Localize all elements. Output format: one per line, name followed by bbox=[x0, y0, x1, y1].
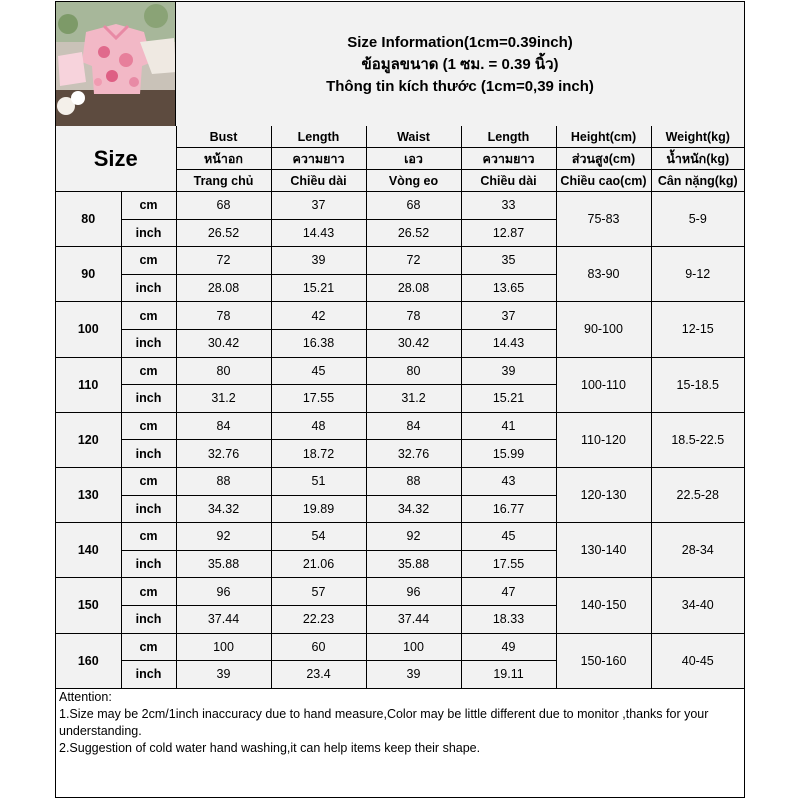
height-range-cell: 100-110 bbox=[556, 357, 651, 412]
chart-titles bbox=[176, 32, 744, 98]
measurement-cell: 57 bbox=[271, 578, 366, 606]
measurement-cell: 19.89 bbox=[271, 495, 366, 523]
weight-range-cell: 28-34 bbox=[651, 523, 744, 578]
measurement-cell: 84 bbox=[366, 412, 461, 440]
weight-range-cell: 34-40 bbox=[651, 578, 744, 633]
measurement-cell: 31.2 bbox=[366, 385, 461, 413]
column-header: Chiều dài bbox=[271, 170, 366, 192]
size-row-cm bbox=[56, 357, 744, 385]
measurement-cell: 23.4 bbox=[271, 661, 366, 689]
column-header: Trang chủ bbox=[176, 170, 271, 192]
attention-note-1: 1.Size may be 2cm/1inch inaccuracy due to hand measure,Color may be little different due to monitor ,thanks for your understanding. bbox=[59, 707, 709, 738]
size-chart-sheet bbox=[55, 1, 745, 798]
measurement-cell: 14.43 bbox=[461, 329, 556, 357]
measurement-cell: 14.43 bbox=[271, 219, 366, 247]
measurement-cell: 72 bbox=[366, 247, 461, 275]
product-photo bbox=[56, 2, 176, 126]
title-thai: ข้อมูลขนาด (1 ซม. = 0.39 นิ้ว) bbox=[361, 56, 559, 73]
unit-label-inch: inch bbox=[121, 219, 176, 247]
measurement-cell: 15.21 bbox=[461, 385, 556, 413]
measurement-cell: 47 bbox=[461, 578, 556, 606]
height-range-cell: 140-150 bbox=[556, 578, 651, 633]
attention-heading: Attention: bbox=[59, 690, 112, 704]
measurement-cell: 68 bbox=[366, 192, 461, 220]
size-column-header: Size bbox=[56, 126, 176, 192]
column-header: Cân nặng(kg) bbox=[651, 170, 744, 192]
column-header: น้ำหนัก(kg) bbox=[651, 148, 744, 170]
measurement-cell: 18.33 bbox=[461, 605, 556, 633]
measurement-cell: 100 bbox=[366, 633, 461, 661]
unit-label-inch: inch bbox=[121, 440, 176, 468]
measurement-cell: 60 bbox=[271, 633, 366, 661]
size-row-cm bbox=[56, 247, 744, 275]
weight-range-cell: 9-12 bbox=[651, 247, 744, 302]
measurement-cell: 26.52 bbox=[366, 219, 461, 247]
size-label-cell: 110 bbox=[56, 357, 121, 412]
column-header: Waist bbox=[366, 126, 461, 148]
measurement-cell: 21.06 bbox=[271, 550, 366, 578]
measurement-cell: 78 bbox=[176, 302, 271, 330]
unit-label-cm: cm bbox=[121, 578, 176, 606]
measurement-cell: 96 bbox=[176, 578, 271, 606]
measurement-cell: 17.55 bbox=[271, 385, 366, 413]
weight-range-cell: 18.5-22.5 bbox=[651, 412, 744, 467]
column-header: Chiều dài bbox=[461, 170, 556, 192]
measurement-cell: 17.55 bbox=[461, 550, 556, 578]
unit-label-cm: cm bbox=[121, 302, 176, 330]
measurement-cell: 88 bbox=[176, 467, 271, 495]
measurement-cell: 16.38 bbox=[271, 329, 366, 357]
unit-label-cm: cm bbox=[121, 633, 176, 661]
unit-label-inch: inch bbox=[121, 385, 176, 413]
measurement-cell: 92 bbox=[366, 523, 461, 551]
unit-label-cm: cm bbox=[121, 357, 176, 385]
measurement-cell: 32.76 bbox=[176, 440, 271, 468]
measurement-cell: 39 bbox=[271, 247, 366, 275]
measurement-cell: 28.08 bbox=[366, 274, 461, 302]
measurement-cell: 49 bbox=[461, 633, 556, 661]
measurement-cell: 37 bbox=[271, 192, 366, 220]
size-table bbox=[56, 126, 744, 689]
measurement-cell: 39 bbox=[366, 661, 461, 689]
measurement-cell: 84 bbox=[176, 412, 271, 440]
measurement-cell: 42 bbox=[271, 302, 366, 330]
size-row-cm bbox=[56, 192, 744, 220]
unit-label-cm: cm bbox=[121, 523, 176, 551]
measurement-cell: 34.32 bbox=[366, 495, 461, 523]
height-range-cell: 130-140 bbox=[556, 523, 651, 578]
weight-range-cell: 22.5-28 bbox=[651, 467, 744, 522]
column-header: หน้าอก bbox=[176, 148, 271, 170]
measurement-cell: 16.77 bbox=[461, 495, 556, 523]
height-range-cell: 150-160 bbox=[556, 633, 651, 688]
attention-note-2: 2.Suggestion of cold water hand washing,it can help items keep their shape. bbox=[59, 741, 481, 755]
size-row-cm bbox=[56, 412, 744, 440]
weight-range-cell: 40-45 bbox=[651, 633, 744, 688]
size-row-cm bbox=[56, 633, 744, 661]
measurement-cell: 96 bbox=[366, 578, 461, 606]
measurement-cell: 35.88 bbox=[366, 550, 461, 578]
measurement-cell: 54 bbox=[271, 523, 366, 551]
weight-range-cell: 15-18.5 bbox=[651, 357, 744, 412]
title-vietnamese: Thông tin kích thước (1cm=0,39 inch) bbox=[326, 78, 594, 95]
unit-label-inch: inch bbox=[121, 661, 176, 689]
height-range-cell: 75-83 bbox=[556, 192, 651, 247]
measurement-cell: 41 bbox=[461, 412, 556, 440]
measurement-cell: 15.21 bbox=[271, 274, 366, 302]
size-label-cell: 120 bbox=[56, 412, 121, 467]
measurement-cell: 13.65 bbox=[461, 274, 556, 302]
column-header: ความยาว bbox=[461, 148, 556, 170]
size-label-cell: 130 bbox=[56, 467, 121, 522]
measurement-cell: 22.23 bbox=[271, 605, 366, 633]
column-header: Length bbox=[461, 126, 556, 148]
measurement-cell: 32.76 bbox=[366, 440, 461, 468]
measurement-cell: 45 bbox=[461, 523, 556, 551]
size-row-cm bbox=[56, 302, 744, 330]
title-english: Size Information(1cm=0.39inch) bbox=[347, 34, 573, 51]
size-row-cm bbox=[56, 467, 744, 495]
measurement-cell: 34.32 bbox=[176, 495, 271, 523]
column-header: Length bbox=[271, 126, 366, 148]
measurement-cell: 28.08 bbox=[176, 274, 271, 302]
size-label-cell: 150 bbox=[56, 578, 121, 633]
unit-label-inch: inch bbox=[121, 550, 176, 578]
measurement-cell: 15.99 bbox=[461, 440, 556, 468]
measurement-cell: 45 bbox=[271, 357, 366, 385]
height-range-cell: 120-130 bbox=[556, 467, 651, 522]
product-photo-image bbox=[56, 2, 176, 126]
measurement-cell: 72 bbox=[176, 247, 271, 275]
measurement-cell: 35 bbox=[461, 247, 556, 275]
measurement-cell: 43 bbox=[461, 467, 556, 495]
unit-label-inch: inch bbox=[121, 605, 176, 633]
height-range-cell: 83-90 bbox=[556, 247, 651, 302]
height-range-cell: 90-100 bbox=[556, 302, 651, 357]
size-label-cell: 140 bbox=[56, 523, 121, 578]
attention-notes bbox=[56, 688, 744, 758]
column-header: Weight(kg) bbox=[651, 126, 744, 148]
height-range-cell: 110-120 bbox=[556, 412, 651, 467]
unit-label-cm: cm bbox=[121, 247, 176, 275]
measurement-cell: 51 bbox=[271, 467, 366, 495]
column-header: Height(cm) bbox=[556, 126, 651, 148]
measurement-cell: 30.42 bbox=[366, 329, 461, 357]
measurement-cell: 26.52 bbox=[176, 219, 271, 247]
measurement-cell: 31.2 bbox=[176, 385, 271, 413]
measurement-cell: 19.11 bbox=[461, 661, 556, 689]
column-header: เอว bbox=[366, 148, 461, 170]
measurement-cell: 68 bbox=[176, 192, 271, 220]
measurement-cell: 48 bbox=[271, 412, 366, 440]
measurement-cell: 37.44 bbox=[366, 605, 461, 633]
measurement-cell: 37.44 bbox=[176, 605, 271, 633]
column-header: Chiều cao(cm) bbox=[556, 170, 651, 192]
measurement-cell: 100 bbox=[176, 633, 271, 661]
unit-label-cm: cm bbox=[121, 412, 176, 440]
measurement-cell: 33 bbox=[461, 192, 556, 220]
measurement-cell: 39 bbox=[461, 357, 556, 385]
measurement-cell: 12.87 bbox=[461, 219, 556, 247]
chart-header bbox=[56, 2, 744, 127]
header-row-english bbox=[56, 126, 744, 148]
measurement-cell: 80 bbox=[366, 357, 461, 385]
measurement-cell: 78 bbox=[366, 302, 461, 330]
column-header: ความยาว bbox=[271, 148, 366, 170]
measurement-cell: 39 bbox=[176, 661, 271, 689]
unit-label-inch: inch bbox=[121, 274, 176, 302]
size-label-cell: 90 bbox=[56, 247, 121, 302]
unit-label-cm: cm bbox=[121, 192, 176, 220]
size-label-cell: 160 bbox=[56, 633, 121, 688]
measurement-cell: 30.42 bbox=[176, 329, 271, 357]
weight-range-cell: 12-15 bbox=[651, 302, 744, 357]
measurement-cell: 37 bbox=[461, 302, 556, 330]
weight-range-cell: 5-9 bbox=[651, 192, 744, 247]
column-header: ส่วนสูง(cm) bbox=[556, 148, 651, 170]
unit-label-inch: inch bbox=[121, 495, 176, 523]
size-row-cm bbox=[56, 523, 744, 551]
measurement-cell: 80 bbox=[176, 357, 271, 385]
size-row-cm bbox=[56, 578, 744, 606]
unit-label-inch: inch bbox=[121, 329, 176, 357]
size-label-cell: 80 bbox=[56, 192, 121, 247]
unit-label-cm: cm bbox=[121, 467, 176, 495]
size-label-cell: 100 bbox=[56, 302, 121, 357]
measurement-cell: 88 bbox=[366, 467, 461, 495]
measurement-cell: 35.88 bbox=[176, 550, 271, 578]
measurement-cell: 18.72 bbox=[271, 440, 366, 468]
column-header: Bust bbox=[176, 126, 271, 148]
measurement-cell: 92 bbox=[176, 523, 271, 551]
column-header: Vòng eo bbox=[366, 170, 461, 192]
